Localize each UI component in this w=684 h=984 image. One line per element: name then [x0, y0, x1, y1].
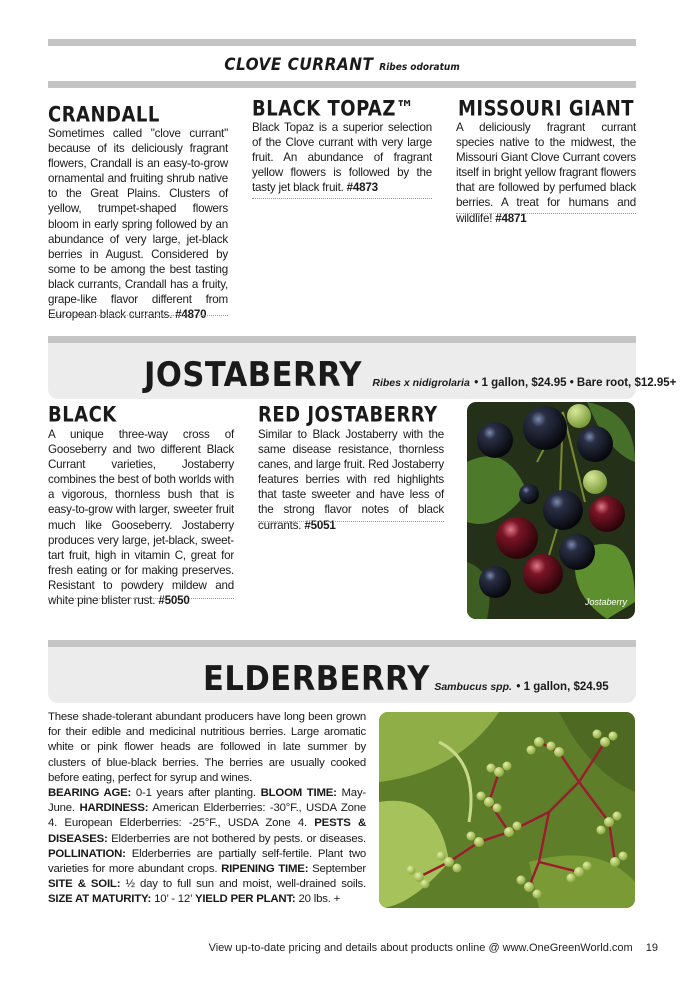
black-topaz-item-number: #4873 [346, 181, 378, 195]
black-topaz-title: BLACK TOPAZ™ [252, 95, 415, 121]
page-footer [209, 942, 658, 954]
red-jostaberry-description: Similar to Black Jostaberry with the same disease resistance, thornless canes, and large fruit. Red Jostaberry features berries with red highlights that taste sweeter and have less of the strong flavor notes of black currants. #5051 [258, 428, 444, 532]
clove-currant-latin: Ribes odoratum [379, 62, 460, 73]
elderberry-intro: These shade-tolerant abundant producers have long been grown for their edible and medicinal nutritious berries. Large aromatic white or pink flower heads are followed in late summer by clusters of blue-black berries. The berries are usually cooked before eating, perfect for syrup and wines. [48, 711, 366, 784]
top-rule [48, 39, 636, 46]
crandall-divider [48, 315, 228, 316]
jostaberry-banner [48, 336, 677, 399]
jostaberry-photo [467, 402, 635, 619]
red-jostaberry-item-number: #5051 [304, 518, 336, 532]
red-jostaberry-divider [258, 521, 444, 522]
jostaberry-title: JOSTABERRY [144, 355, 362, 395]
missouri-giant-item-number: #4871 [495, 211, 527, 225]
crandall-title: CRANDALL [48, 101, 160, 127]
jostaberry-price: • 1 gallon, $24.95 • Bare root, $12.95+ [474, 377, 677, 389]
black-jostaberry-item-number: #5050 [158, 594, 190, 608]
elderberry-price: • 1 gallon, $24.95 [516, 681, 609, 693]
black-jostaberry-divider [48, 598, 234, 599]
missouri-giant-divider [456, 213, 636, 214]
black-jostaberry-description: A unique three-way cross of Gooseberry and two different Black Currant varieties, Jostaberry combines the best of both worlds with a vigorous, thornless bush that is easy-to-grow with larger, sweeter fruit much like Gooseberry. Jostaberry produces very large, jet-black, sweet-tart fruit, high in vitamin C, great for fresh eating or for making preserves. Resistant to powdery mildew and white pine blister rust. #5050 [48, 428, 234, 608]
page-number: 19 [645, 942, 658, 954]
clove-currant-title: CLOVE CURRANT [224, 55, 374, 75]
red-jostaberry-title: RED JOSTABERRY [258, 401, 438, 427]
crandall-item-number: #4870 [175, 308, 207, 322]
clove-rule [48, 81, 636, 88]
elderberry-title: ELDERBERRY [203, 659, 430, 699]
black-jostaberry-title: BLACK [48, 401, 117, 427]
missouri-giant-description: A deliciously fragrant currant species native to the midwest, the Missouri Giant Clove Currant covers itself in bright yellow fragrant flowers that are followed by perfumed black berries. A treat for humans and wildlife! #4871 [456, 121, 636, 225]
elderberry-banner [48, 640, 636, 703]
crandall-description: Sometimes called "clove currant" because of its deliciously fragrant flowers, Crandall is an easy-to-grow ornamental and fruiting shrub native to the Great Plains. Clusters of yellow, trumpet-shaped flowers bloom in early spring followed by an abundance of very large, jet-black berries in August. Considered by some to be among the best tasting black currants, Crandall has a fruity, grape-like flavor different from European black currants. #4870 [48, 127, 228, 322]
clove-currant-heading [0, 55, 684, 75]
footer-text: View up-to-date pricing and details about products online @ www.OneGreenWorld.com [208, 942, 633, 954]
jostaberry-latin: Ribes x nidigrolaria [372, 377, 470, 389]
jostaberry-photo-caption: Jostaberry [584, 597, 627, 607]
elderberry-photo [379, 712, 635, 908]
black-topaz-divider [252, 198, 432, 199]
elderberry-latin: Sambucus spp. [434, 681, 512, 693]
elderberry-description: These shade-tolerant abundant producers have long been grown for their edible and medicinal nutritious berries. Large aromatic white or pink flower heads are followed in late summer by clusters of blue-black berries. The berries are usually cooked before eating, perfect for syrup and wines. BEARING AGE: 0-1 years after planting. BLOOM TIME: May-June. HARDINESS: American Elderberries: -30°F., USDA Zone 4. European Elderberries: -25°F., USDA Zone 4. PESTS & DISEASES: Elderberries are not bothered by pests. or diseases. POLLINATION: Elderberries are partially self-fertile. Plant two varieties for more abundant crops. RIPENING TIME: September SITE & SOIL: ½ day to full sun and moist, well-drained soils. SIZE AT MATURITY: 10’ - 12’ YIELD PER PLANT: 20 lbs. + [48, 711, 367, 906]
missouri-giant-title: MISSOURI GIANT [458, 95, 635, 121]
black-topaz-description: Black Topaz is a superior selection of the Clove currant with very large fruit. An abundance of fragrant yellow flowers is followed by the tasty jet black fruit. #4873 [252, 121, 432, 195]
